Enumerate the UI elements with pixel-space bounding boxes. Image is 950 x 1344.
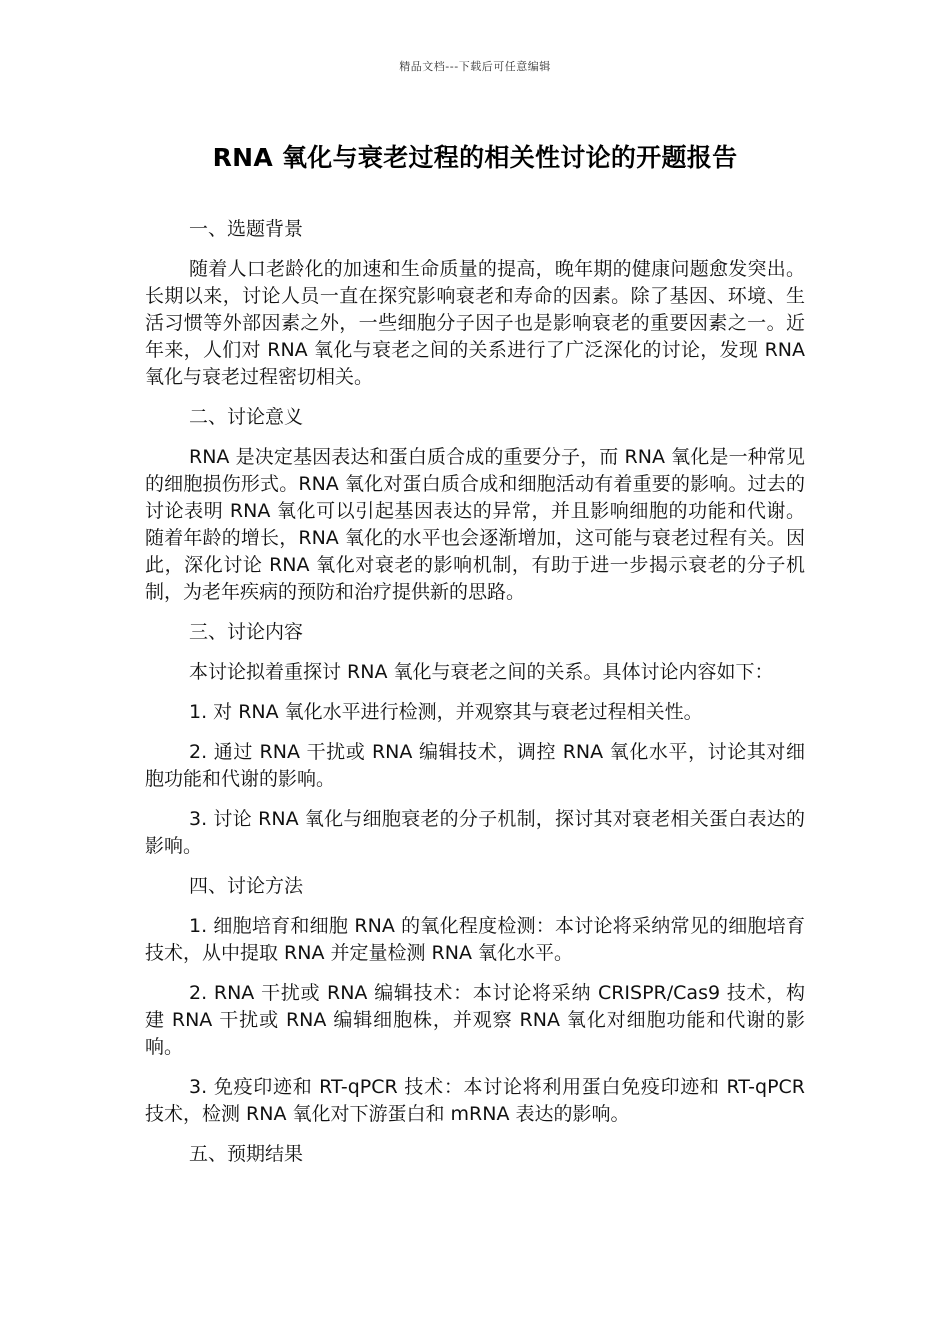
list-item: 3. 免疫印迹和 RT-qPCR 技术：本讨论将利用蛋白免疫印迹和 RT-qPCR 技术，检测 RNA 氧化对下游蛋白和 mRNA 表达的影响。 <box>145 1076 805 1125</box>
document-title: RNA 氧化与衰老过程的相关性讨论的开题报告 <box>212 143 738 172</box>
section-expected-results <box>145 1141 805 1168</box>
section-heading: 三、讨论内容 <box>189 621 304 643</box>
list-item: 1. 对 RNA 氧化水平进行检测，并观察其与衰老过程相关性。 <box>189 701 703 723</box>
section-background <box>145 216 805 391</box>
section-significance <box>145 404 805 606</box>
section-heading: 二、讨论意义 <box>189 406 304 428</box>
section-content <box>145 619 805 860</box>
list-item: 3. 讨论 RNA 氧化与细胞衰老的分子机制，探讨其对衰老相关蛋白表达的影响。 <box>145 808 805 857</box>
section-heading: 一、选题背景 <box>189 218 304 240</box>
section-methods <box>145 873 805 1128</box>
list-item: 2. RNA 干扰或 RNA 编辑技术：本讨论将采纳 CRISPR/Cas9 技术，构建 RNA 干扰或 RNA 编辑细胞株，并观察 RNA 氧化对细胞功能和代谢的影响。 <box>145 982 805 1058</box>
section-heading: 五、预期结果 <box>189 1143 304 1165</box>
paragraph: 随着人口老龄化的加速和生命质量的提高，晚年期的健康问题愈发突出。长期以来，讨论人员一直在探究影响衰老和寿命的因素。除了基因、环境、生活习惯等外部因素之外，一些细胞分子因子也是影响衰老的重要因素之一。近年来，人们对 RNA 氧化与衰老之间的关系进行了广泛深化的讨论，发现 RNA 氧化与衰老过程密切相关。 <box>145 258 805 388</box>
list-item: 1. 细胞培育和细胞 RNA 的氧化程度检测：本讨论将采纳常见的细胞培育技术，从中提取 RNA 并定量检测 RNA 氧化水平。 <box>145 915 805 964</box>
page-header-note: 精品文档---下载后可任意编辑 <box>399 60 551 73</box>
list-item: 2. 通过 RNA 干扰或 RNA 编辑技术，调控 RNA 氧化水平，讨论其对细胞功能和代谢的影响。 <box>145 741 805 790</box>
document-body <box>145 216 805 1181</box>
paragraph: 本讨论拟着重探讨 RNA 氧化与衰老之间的关系。具体讨论内容如下： <box>189 661 774 683</box>
section-heading: 四、讨论方法 <box>189 875 304 897</box>
paragraph: RNA 是决定基因表达和蛋白质合成的重要分子，而 RNA 氧化是一种常见的细胞损伤形式。RNA 氧化对蛋白质合成和细胞活动有着重要的影响。过去的讨论表明 RNA 氧化可以引起基因表达的异常，并且影响细胞的功能和代谢。随着年龄的增长，RNA 氧化的水平也会逐渐增加，这可能与衰老过程有关。因此，深化讨论 RNA 氧化对衰老的影响机制，有助于进一步揭示衰老的分子机制，为老年疾病的预防和治疗提供新的思路。 <box>145 446 805 603</box>
